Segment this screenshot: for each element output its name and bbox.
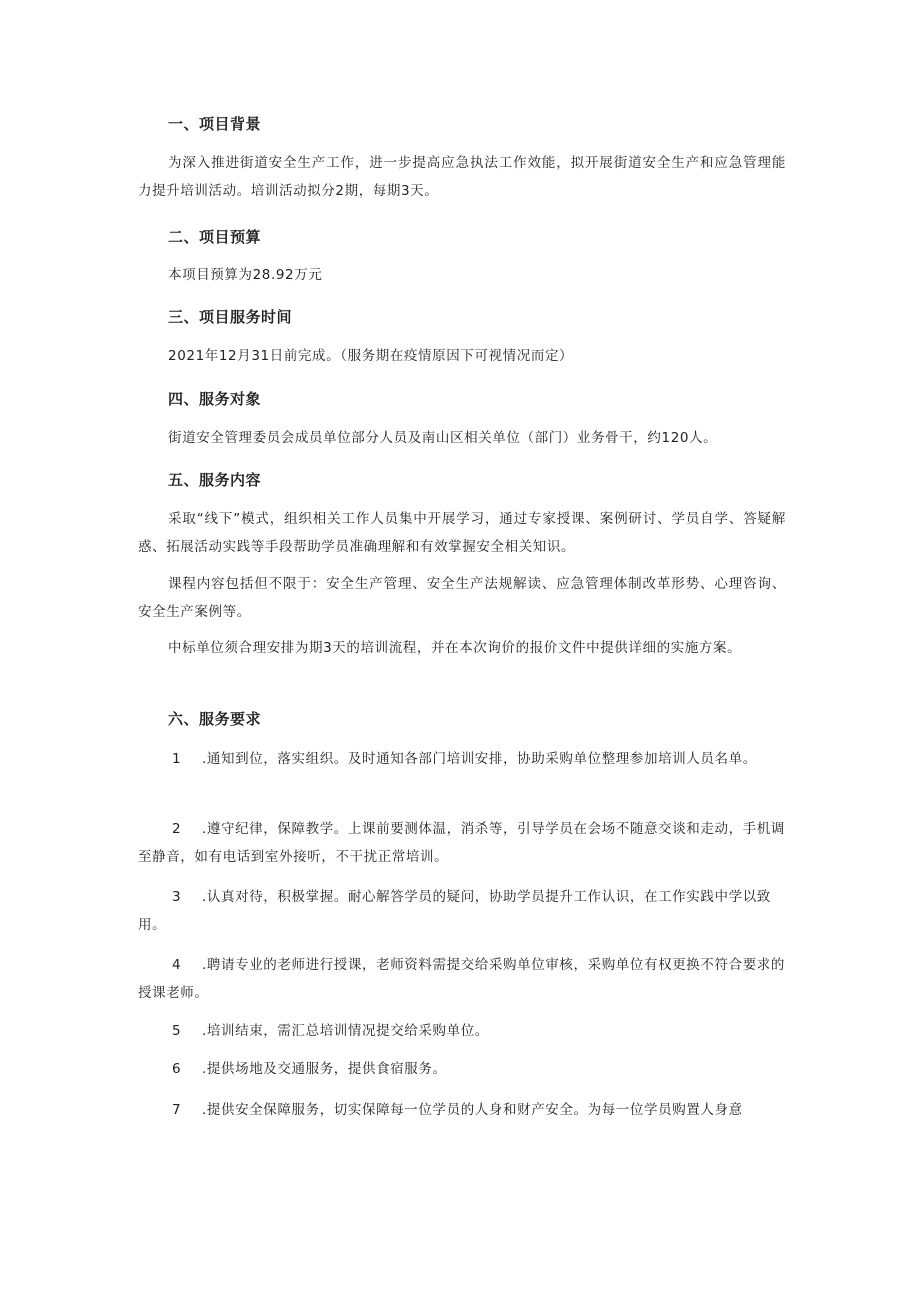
- requirement-item: [138, 1096, 786, 1124]
- service-time-paragraph: 2021年12月31日前完成。（服务期在疫情原因下可视情况而定）: [168, 348, 574, 364]
- section-title-budget: 二、项目预算: [168, 228, 262, 246]
- requirement-number: 6: [172, 1061, 182, 1077]
- requirement-text: .提供场地及交通服务，提供食宿服务。: [202, 1061, 447, 1077]
- service-content-paragraph-2: 课程内容包括但不限于：安全生产管理、安全生产法规解读、应急管理体制改革形势、心理咨询、安全生产案例等。: [138, 576, 786, 620]
- background-paragraph: 为深入推进街道安全生产工作，进一步提高应急执法工作效能，拟开展街道安全生产和应急管理能力提升培训活动。培训活动拟分2期，每期3天。: [138, 155, 786, 199]
- section-title-service-content: 五、服务内容: [168, 471, 262, 489]
- requirement-text: .聘请专业的老师进行授课，老师资料需提交给采购单位审核，采购单位有权更换不符合要求的授课老师。: [138, 957, 785, 1001]
- requirement-number: 7: [172, 1102, 182, 1118]
- requirement-item: [138, 745, 786, 773]
- requirement-text: .提供安全保障服务，切实保障每一位学员的人身和财产安全。为每一位学员购置人身意: [202, 1102, 743, 1118]
- requirement-number: 2: [172, 821, 182, 837]
- requirement-number: 3: [172, 889, 182, 905]
- requirement-text: .培训结束，需汇总培训情况提交给采购单位。: [202, 1023, 489, 1039]
- requirement-number: 4: [172, 957, 182, 973]
- service-content-paragraph-3: 中标单位须合理安排为期3天的培训流程，并在本次询价的报价文件中提供详细的实施方案。: [168, 640, 742, 656]
- requirement-number: 1: [172, 751, 182, 767]
- requirement-number: 5: [172, 1023, 182, 1039]
- section-title-background: 一、项目背景: [168, 115, 262, 133]
- requirement-item: [138, 883, 786, 939]
- section-title-service-time: 三、项目服务时间: [168, 308, 293, 326]
- requirement-text: .认真对待，积极掌握。耐心解答学员的疑问，协助学员提升工作认识，在工作实践中学以致用。: [138, 889, 771, 933]
- service-content-paragraph-1: 采取“线下”模式，组织相关工作人员集中开展学习，通过专家授课、案例研讨、学员自学、答疑解惑、拓展活动实践等手段帮助学员准确理解和有效掌握安全相关知识。: [138, 511, 786, 555]
- requirement-text: .通知到位，落实组织。及时通知各部门培训安排，协助采购单位整理参加培训人员名单。: [202, 751, 757, 767]
- section-title-service-requirements: 六、服务要求: [168, 710, 262, 728]
- requirement-text: .遵守纪律，保障教学。上课前要测体温，消杀等，引导学员在会场不随意交谈和走动，手机调至静音，如有电话到室外接听，不干扰正常培训。: [138, 821, 785, 865]
- requirement-item: [138, 1017, 786, 1045]
- service-target-paragraph: 街道安全管理委员会成员单位部分人员及南山区相关单位（部门）业务骨干，约120人。: [168, 430, 718, 446]
- requirement-item: [138, 951, 786, 1007]
- requirement-item: [138, 1055, 786, 1083]
- section-title-service-target: 四、服务对象: [168, 390, 262, 408]
- budget-paragraph: 本项目预算为28.92万元: [168, 267, 323, 283]
- requirement-item: [138, 815, 786, 871]
